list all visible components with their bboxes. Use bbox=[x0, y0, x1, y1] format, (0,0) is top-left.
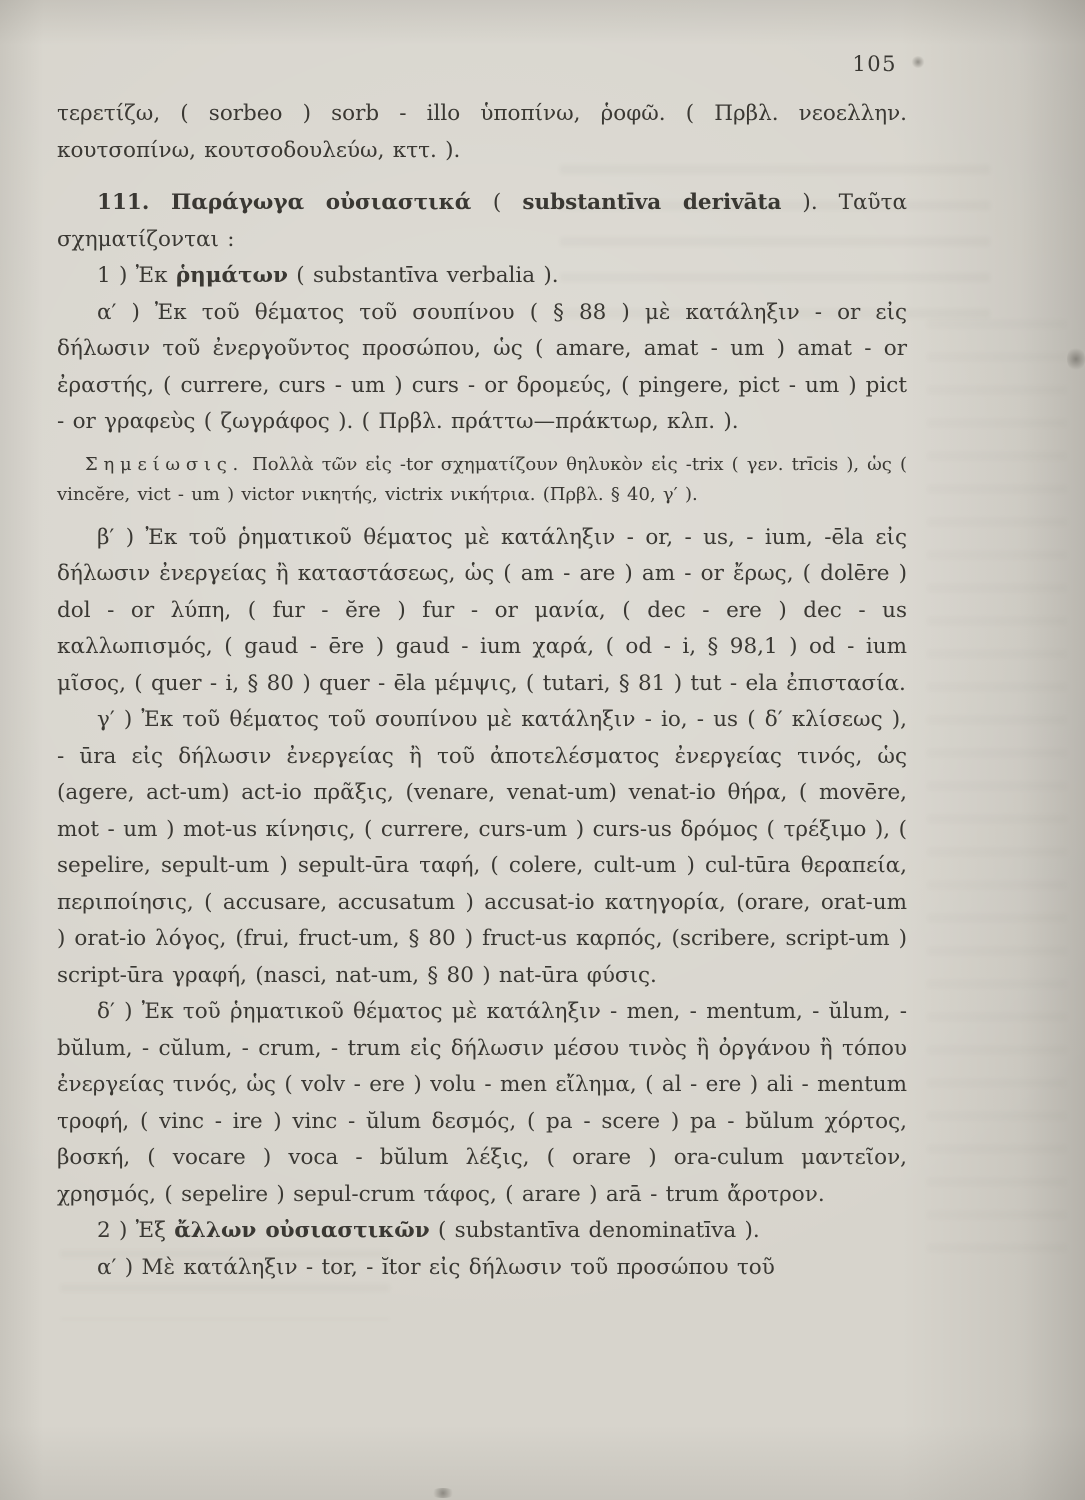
text-segment: Πολλὰ τῶν εἰς -tor σχηματίζουν θηλυκὸν εἰς -trix ( γεν. trīcis ), ὡς ( vincĕre, vict - um ) victor νικητής, victrix νικήτρια. (Πρβλ. § 40, γ′ ). bbox=[57, 453, 907, 505]
text-segment: ἄλλων οὐσιαστικῶν bbox=[174, 1218, 430, 1243]
text-segment: 2 ) Ἐξ bbox=[97, 1218, 175, 1243]
section-heading bbox=[57, 185, 907, 258]
ink-smudge bbox=[911, 56, 925, 68]
text-segment: α′ ) Ἐκ τοῦ θέματος τοῦ σουπίνου ( § 88 ) μὲ κατάληξιν - or εἰς δήλωσιν τοῦ ἐνεργοῦντος προσώπου, ὡς ( amare, amat - um ) amat - or ἐραστής, ( currere, curs - um ) curs - or δρομεύς, ( pingere, pict - um ) pict - or γραφεὺς ( ζωγράφος ). ( Πρβλ. πράττω—πράκτωρ, κλπ. ). bbox=[57, 299, 907, 434]
bleed-through-texture bbox=[927, 320, 1067, 1270]
ink-smudge bbox=[1067, 346, 1085, 372]
text-segment: τερετίζω, ( sorbeo ) sorb - illo ὑποπίνω, ῥοφῶ. ( Πρβλ. νεοελλην. κουτσοπίνω, κουτσοδουλεύω, κττ. ). bbox=[57, 101, 907, 163]
paragraph-alpha-2 bbox=[57, 1250, 907, 1287]
text-segment: γ′ ) Ἐκ τοῦ θέματος τοῦ σουπίνου μὲ κατάληξιν - io, - us ( δ′ κλίσεως ), - ūra εἰς δήλωσιν ἐνεργείας ἢ τοῦ ἀποτελέσματος ἐνεργείας τινός, ὡς (agere, act-um) act-io πρᾶξις, (venare, venat-um) venat-io θήρα, ( movēre, mot - um ) mot-us κίνησις, ( currere, curs-um ) curs-us δρόμος ( τρέξιμο ), ( sepelire, sepult-um ) sepult-ūra ταφή, ( colere, cult-um ) cul-tūra θεραπεία, περιποίησις, ( accusare, accusatum ) accusat-io κατηγορία, (orare, orat-um ) orat-io λόγος, (frui, fruct-um, § 80 ) fruct-us καρπός, (scribere, script-um ) script-ūra γραφή, (nasci, nat-um, § 80 ) nat-ūra φύσις. bbox=[57, 707, 907, 988]
text-segment: α′ ) Μὲ κατάληξιν - tor, - ĭtor εἰς δήλωσιν τοῦ προσώπου τοῦ bbox=[97, 1254, 775, 1280]
ink-smudge bbox=[430, 1488, 456, 1498]
text-segment: ῥημάτων bbox=[175, 263, 288, 288]
text-segment: 1 ) Ἐκ bbox=[97, 263, 176, 288]
paragraph-alpha bbox=[57, 295, 907, 441]
list-item-2 bbox=[57, 1213, 907, 1250]
paragraph-beta bbox=[57, 520, 907, 703]
text-segment: β′ ) Ἐκ τοῦ ῥηματικοῦ θέματος μὲ κατάληξιν - or, - us, - ium, -ēla εἰς δήλωσιν ἐνεργείας ἢ καταστάσεως, ὡς ( am - are ) am - or ἔρως, ( dolēre ) dol - or λύπη, ( fur - ĕre ) fur - or μανία, ( dec - ere ) dec - us καλλωπισμός, ( gaud - ēre ) gaud - ium χαρά, ( od - i, § 98,1 ) od - ium μῖσος, ( quer - i, § 80 ) quer - ēla μέμψις, ( tutari, § 81 ) tut - ela ἐπιστασία. bbox=[57, 524, 907, 696]
text-segment: ( substantīva denominatīva ). bbox=[429, 1218, 760, 1243]
text-segment: substantīva derivāta bbox=[522, 190, 782, 215]
text-segment: δ′ ) Ἐκ τοῦ ῥηματικοῦ θέματος μὲ κατάληξιν - men, - mentum, - ŭlum, - bŭlum, - cŭlum, - crum, - trum εἰς δήλωσιν μέσου τινὸς ἢ ὀργάνου ἢ τόπου ἐνεργείας τινός, ὡς ( volv - ere ) volu - men εἴλημα, ( al - ere ) ali - mentum τροφή, ( vinc - ire ) vinc - ŭlum δεσμός, ( pa - scere ) pa - bŭlum χόρτος, βοσκή, ( vocare ) voca - bŭlum λέξις, ( orare ) ora-culum μαντεῖον, χρησμός, ( sepelire ) sepul-crum τάφος, ( arare ) arā - trum ἄροτρον. bbox=[57, 999, 907, 1207]
paragraph-gamma bbox=[57, 702, 907, 994]
text-segment: Σημείωσις. bbox=[85, 453, 245, 475]
remark-note bbox=[57, 450, 907, 510]
text-segment: ). Ταῦτα σχηματίζονται : bbox=[57, 190, 908, 252]
text-block bbox=[57, 96, 907, 1286]
text-segment: ( bbox=[492, 190, 523, 215]
text-segment: 111. Παράγωγα οὐσιαστικά bbox=[97, 190, 493, 215]
paragraph-delta bbox=[57, 994, 907, 1213]
page-number: 105 bbox=[852, 52, 897, 76]
text-segment: ( substantīva verbalia ). bbox=[287, 263, 559, 288]
continuation-paragraph bbox=[57, 96, 907, 169]
list-item-1 bbox=[57, 258, 907, 295]
